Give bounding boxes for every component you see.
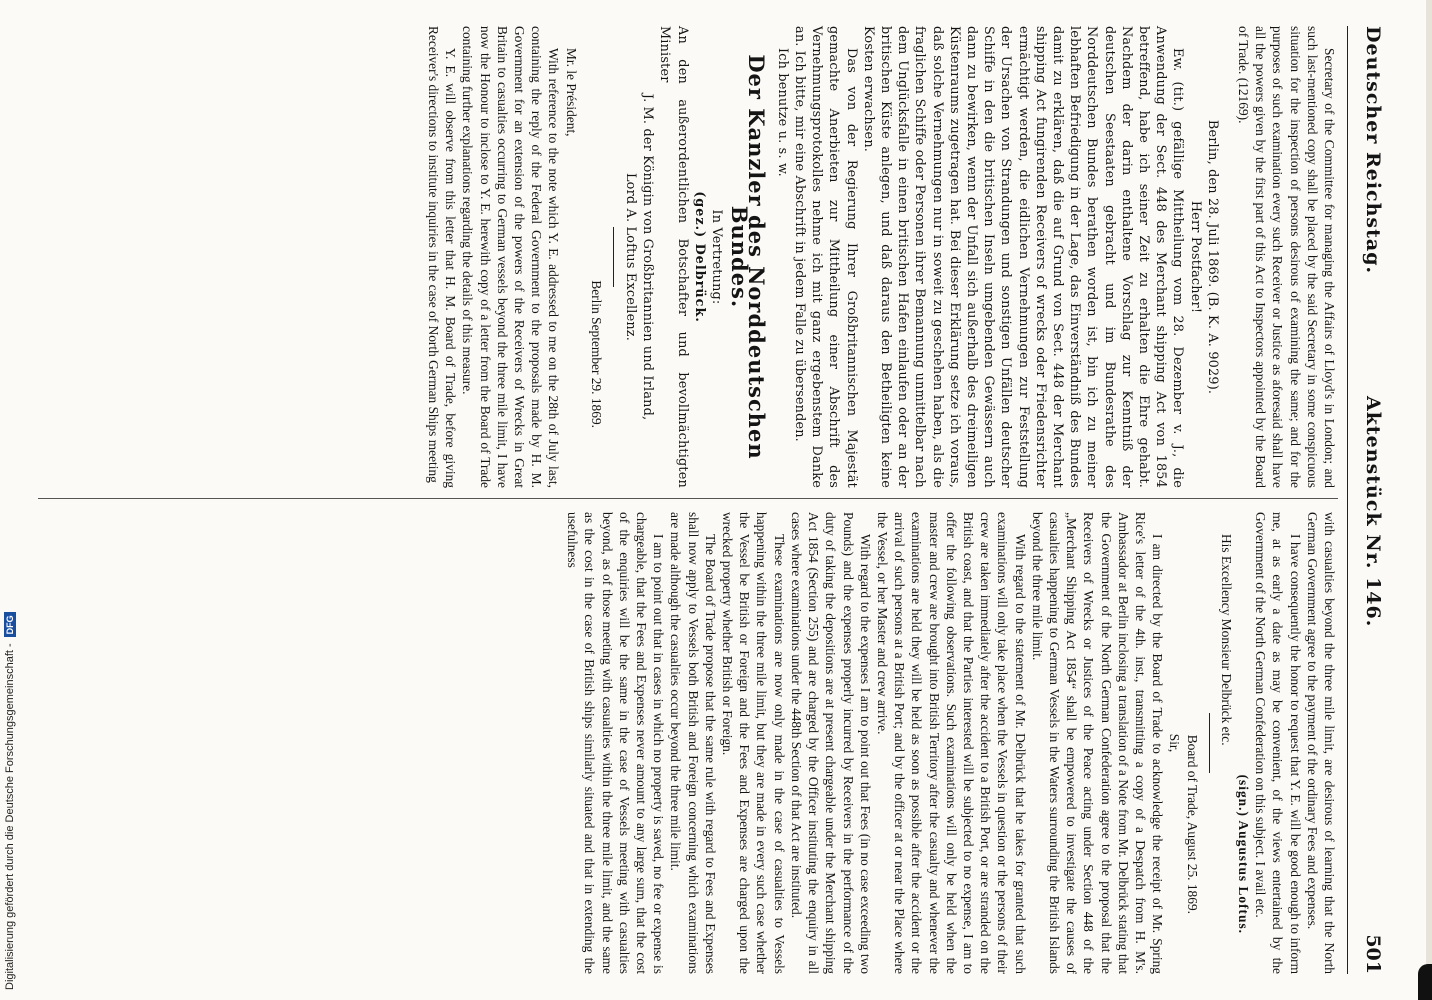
english-salutation: Mr. le Président, xyxy=(563,48,579,137)
german-recipient: J. M. der Königin von Großbritannien und Irland, xyxy=(640,93,656,421)
german-salutation: Herr Postfacher! xyxy=(1187,200,1203,314)
paragraph: The Board of Trade propose that the same rule with regard to Fees and Expenses shall now apply to Vessels both British and Foreign concerning which examinations are made although the casualties occur beyond the three mile limit. xyxy=(668,512,718,974)
german-address: An den außerordentlichen Botschafter und bevollmächtigten Minister xyxy=(657,26,690,488)
german-signature: (gez.) Delbrück. xyxy=(691,191,707,323)
header-document-number: Aktenstück Nr. 146. xyxy=(1362,396,1384,628)
section-divider xyxy=(613,227,614,287)
paragraph: with casualties beyond the three mile limit, are desirous of learning that the North German Government agree to the payment of the ordinary Fees and expenses. xyxy=(1304,512,1337,974)
paragraph: Y. E. will observe from this letter that H. M. Board of Trade, before giving Receiver's directions to institute inquiries in the case of North German Ships meeting xyxy=(426,26,459,488)
paragraph: I have consequently the honor to request that Y. E. will be good enough to inform me, at as early a date as may be convenient, of the views entertained by the Government of the North German Confederation on this subject. I avail etc. xyxy=(1253,512,1303,974)
dfg-logo: DFG xyxy=(4,612,16,637)
page-header xyxy=(1350,26,1384,974)
scan-corner-mark xyxy=(1418,964,1432,1000)
header-publication: Deutscher Reichstag. xyxy=(1362,26,1384,275)
german-recipient-name: Lord A. Loftus Excellenz. xyxy=(623,172,639,342)
board-salutation: Sir, xyxy=(1167,733,1183,753)
german-paragraph: Ew. (tit.) gefällige Mittheilung vom 28. Dezember v. J., die Anwendung der Sect. 448 des Merchant shipping Act von 1854 betreffend, habe ich seiner Zeit zu erhalten die Ehre gehabt. Nachdem der darin enthaltene Vorschlag zur Kenntniß der deutschen Seestaaten gebracht und im Bundesrathe des Norddeutschen Bundes berathen worden ist, bin ich zu meiner lebhaften Befriedigung in der Lage, das Einverständniß des Bundes damit zu erklären, daß die auf Grund von Sect. 448 der Merchant shipping Act fungirenden Receivers of wrecks oder Friedensrichter ermächtigt werden, die eidlichen Vernehmungen zur Feststellung der Ursachen von Strandungen und sonstigen Unfällen deutscher Schiffe in den die britischen Inseln umgebenden Gewässern auch dann zu bewirken, wenn der Unfall sich außerhalb des dreimeiligen Küstenraums zugetragen hat. Bei dieser Erklärung setze ich voraus, daß solche Vernehmungen nur in soweit zu geschehen haben, als die fraglichen Schiffe oder Personen ihrer Bemannung unmittelbar nach dem Unglücksfalle in einen britischen Hafen einlaufen oder an der britischen Küste anlegen, und daß daraus den Betheiligten keine Kosten erwachsen. xyxy=(860,26,1186,488)
right-column xyxy=(564,512,1338,974)
english-signature: (sign.) Augustus Loftus. xyxy=(1235,774,1251,934)
paragraph: With regard to the statement of Mr. Delbrück that he takes for granted that such examinations will only take place when the Vessels in question or the persons of their crew are taken immediately after the accident to a British Port, or are stranded on the British coast, and that the Parties interested will be subjected to no expense, I am to offer the following observations. Such examinations will only be held when the master and crew are brought into British Territory after the casualty and whenever the examinations are held they will be held as soon as possible after the accident or the arrival of such persons at a British Port; and by the officer at or near the Place where the Vessel, or her Master and crew arrive. xyxy=(874,512,1028,974)
german-signatory-title: Der Kanzler des Norddeutschen Bundes. xyxy=(727,54,770,460)
section-divider xyxy=(1209,713,1210,773)
digitization-note: Digitalisierung gefördert durch die Deutsche Forschungsgemeinschaft - xyxy=(4,643,16,990)
german-paragraph: Das von der Regierung Ihrer Großbritannischen Majestät gemachte Anerbieten zur Mittheilung einer Abschrift des Vernehmungsprotokolles nehme ich mit ganz ergebenstem Danke an. Ich bitte, mir eine Abschrift in jedem Falle zu übersenden. xyxy=(791,26,859,488)
paragraph: With reference to the note which Y. E. addressed to me on the 28th of July last, containing the reply of the Federal Government to the proposals made by H. M. Government for an extension of the powers of the Receivers of Wrecks in Great Britain to casualties occurring to German vessels beyond the three mile limit, I have now the Honour to inclose to Y. E. herewith copy of a letter from the Board of Trade containing further explanations regarding the details of this measure. xyxy=(460,26,562,488)
paragraph: I am directed by the Board of Trade to acknowledge the receipt of Mr. Spring Rice's letter of the 4th. inst., transmitting a copy of a Despatch from H. M's. Ambassador at Berlin inclosing a translation of a Note from Mr. Delbrück stating that the Government of the North German Confederation agree to the proposal that the Receivers of Wrecks or Justices of the Peace acting under Section 448 of the „Merchant Shipping Act 1854“ shall be empowered to investigate the causes of casualties happening to German Vessels in the Waters surrounding the British Islands beyond the three mile limit. xyxy=(1029,512,1166,974)
paragraph: Secretary of the Committee for managing the Affairs of Lloyd's in London; and such last-mentioned copy shall be placed by the said Secretary in some conspicuous situation for the inspection of persons desirous of examining the same; and for the purposes of such examination every such Receiver or Justice as aforesaid shall have all the powers given by the first part of this Act to Inspectors appointed by the Board of Trade. (12169). xyxy=(1235,26,1337,488)
page-number: 501 xyxy=(1362,934,1384,974)
paragraph: I am to point out that in cases in which no property is saved, no fee or expense is chargeable, that the Fees and Expenses never amount to any large sum, that the cost of the enquiries will be the same in the case of Vessels meeting with casualties beyond, as of those meeting with casualties within the three mile limit, and the same as the cost in the case of British ships similarly situated and that in extending the usefulness xyxy=(565,512,667,974)
digitization-footer xyxy=(4,615,24,990)
english-recipient: His Excellency Monsieur Delbrück etc. xyxy=(1218,534,1234,746)
page-edge xyxy=(1426,0,1432,1000)
german-dateline: Berlin, den 28. Juli 1869. (B. K. A. 9029). xyxy=(1204,119,1220,395)
paragraph: These examinations are now only made in the case of casualties to Vessels happening within the three mile limit, but they are made in every such case whether the Vessel be British or Foreign and the Fees and Expenses are charged upon the wrecked property whether British or Foreign. xyxy=(720,512,787,974)
german-closing: Ich benutze u. s. w. xyxy=(774,48,790,177)
german-deputy-line: In Vertretung: xyxy=(709,209,725,305)
board-dateline: Board of Trade, August 25. 1869. xyxy=(1184,734,1200,914)
paragraph: With regard to the expenses I am to point out that Fees (in no case exceeding two Pounds) and the expenses properly incurred by Receivers in the performance of the duty of taking the depositions are at present chargeable under the Merchant shipping Act 1854 (Section 255) and are charged by the Officer instituting the enquiry in all cases where examinations under the 448th Section of that Act are instituted. xyxy=(788,512,873,974)
left-column xyxy=(425,26,1338,488)
english-dateline: Berlin September 29. 1869. xyxy=(588,280,604,428)
header-rule xyxy=(1347,26,1348,974)
rotated-page-content xyxy=(28,0,1400,1000)
